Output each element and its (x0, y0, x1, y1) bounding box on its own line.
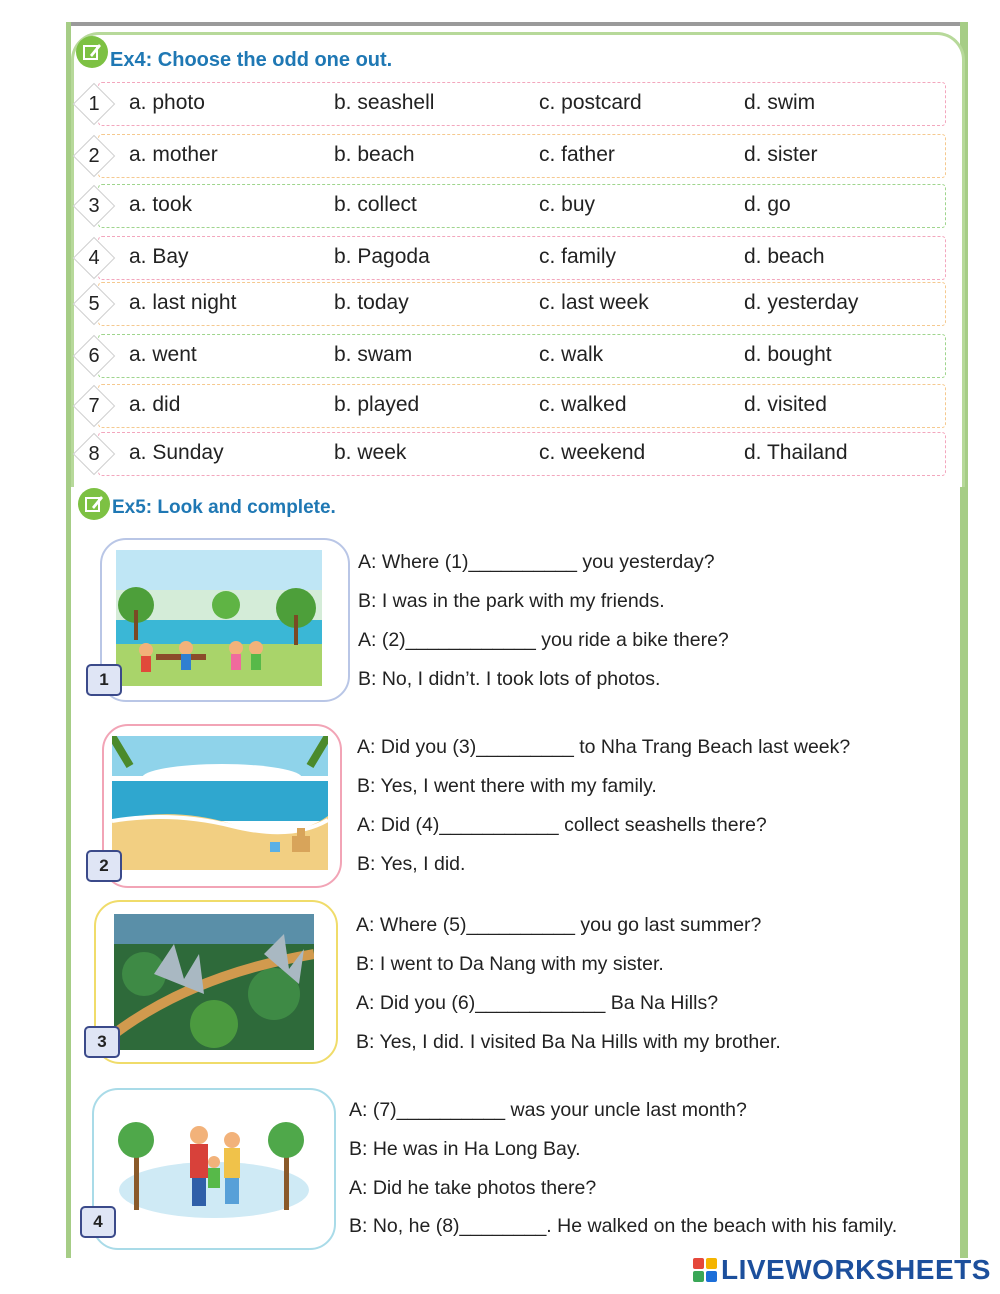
option-d[interactable]: d. beach (744, 245, 825, 268)
dialogue-line: B: Yes, I did. I visited Ba Na Hills with my brother. (356, 1031, 781, 1053)
option-a[interactable]: a. did (129, 393, 181, 416)
option-d[interactable]: d. visited (744, 393, 827, 416)
option-b[interactable]: b. beach (334, 143, 415, 166)
dialogue-line: B: No, I didn’t. I took lots of photos. (358, 668, 661, 690)
dialogue-line: A: Did (4)___________ collect seashells there? (357, 814, 767, 836)
option-c[interactable]: c. weekend (539, 441, 646, 464)
option-c[interactable]: c. buy (539, 193, 596, 216)
row-number-label: 6 (88, 345, 100, 367)
picture-number-2: 2 (86, 850, 122, 882)
picture-number-4: 4 (80, 1206, 116, 1238)
picture-number-1: 1 (86, 664, 122, 696)
row-number-label: 4 (88, 247, 100, 269)
odd-one-out-row (88, 334, 946, 378)
option-c[interactable]: c. family (539, 245, 617, 268)
dialogue-line: B: He was in Ha Long Bay. (349, 1138, 581, 1160)
pencil-icon (76, 36, 108, 68)
beach-picture (102, 724, 342, 888)
odd-one-out-row (88, 236, 946, 280)
option-b[interactable]: b. played (334, 393, 420, 416)
golden-bridge-picture (94, 900, 338, 1064)
option-a[interactable]: a. Bay (129, 245, 189, 268)
option-a[interactable]: a. mother (129, 143, 218, 166)
option-c[interactable]: c. father (539, 143, 615, 166)
option-a[interactable]: a. Sunday (129, 441, 224, 464)
row-number-label: 7 (88, 395, 100, 417)
dialogue-line: A: Did he take photos there? (349, 1177, 597, 1199)
option-b[interactable]: b. collect (334, 193, 417, 216)
dialogue-line: A: (2)____________ you ride a bike there? (358, 629, 729, 651)
option-c[interactable]: c. walked (539, 393, 627, 416)
option-a[interactable]: a. took (129, 193, 193, 216)
liveworksheets-logo-icon (693, 1258, 717, 1282)
row-number-label: 5 (88, 293, 100, 315)
odd-one-out-row (88, 282, 946, 326)
frame-top (66, 22, 968, 26)
dialogue-line: A: (7)__________ was your uncle last month? (349, 1099, 747, 1121)
row-number-label: 2 (88, 145, 100, 167)
row-number-label: 3 (88, 195, 100, 217)
odd-one-out-row (88, 82, 946, 126)
option-a[interactable]: a. photo (129, 91, 205, 114)
ex5-title: Ex5: Look and complete. (112, 497, 336, 518)
row-number-label: 8 (88, 443, 100, 465)
odd-one-out-row (88, 184, 946, 228)
option-d[interactable]: d. go (744, 193, 791, 216)
option-c[interactable]: c. walk (539, 343, 604, 366)
option-d[interactable]: d. Thailand (744, 441, 848, 464)
odd-one-out-row (88, 134, 946, 178)
family-beach-picture (92, 1088, 336, 1250)
pencil-icon (78, 488, 110, 520)
park-picture (100, 538, 350, 702)
dialogue-line: B: Yes, I did. (357, 853, 466, 875)
option-b[interactable]: b. today (334, 291, 409, 314)
dialogue-line: B: I was in the park with my friends. (358, 590, 665, 612)
dialogue-line: B: Yes, I went there with my family. (357, 775, 657, 797)
dialogue-line: A: Where (5)__________ you go last summer? (356, 914, 762, 936)
option-b[interactable]: b. swam (334, 343, 413, 366)
row-number-label: 1 (88, 93, 100, 115)
option-b[interactable]: b. week (334, 441, 407, 464)
picture-number-3: 3 (84, 1026, 120, 1058)
dialogue-line: B: No, he (8)________. He walked on the beach with his family. (349, 1215, 898, 1237)
odd-one-out-row (88, 432, 946, 476)
option-b[interactable]: b. Pagoda (334, 245, 430, 268)
dialogue-line: A: Did you (6)____________ Ba Na Hills? (356, 992, 719, 1014)
odd-one-out-row (88, 384, 946, 428)
option-a[interactable]: a. last night (129, 291, 237, 314)
option-d[interactable]: d. yesterday (744, 291, 859, 314)
option-b[interactable]: b. seashell (334, 91, 435, 114)
liveworksheets-watermark (693, 1254, 991, 1286)
dialogue-line: A: Where (1)__________ you yesterday? (358, 551, 715, 573)
ex4-title: Ex4: Choose the odd one out. (110, 49, 393, 71)
dialogue-line: A: Did you (3)_________ to Nha Trang Beach last week? (357, 736, 851, 758)
option-c[interactable]: c. last week (539, 291, 649, 314)
option-d[interactable]: d. swim (744, 91, 816, 114)
watermark-text: LIVEWORKSHEETS (721, 1254, 991, 1285)
option-a[interactable]: a. went (129, 343, 197, 366)
dialogue-line: B: I went to Da Nang with my sister. (356, 953, 664, 975)
option-c[interactable]: c. postcard (539, 91, 642, 114)
option-d[interactable]: d. bought (744, 343, 832, 366)
option-d[interactable]: d. sister (744, 143, 818, 166)
